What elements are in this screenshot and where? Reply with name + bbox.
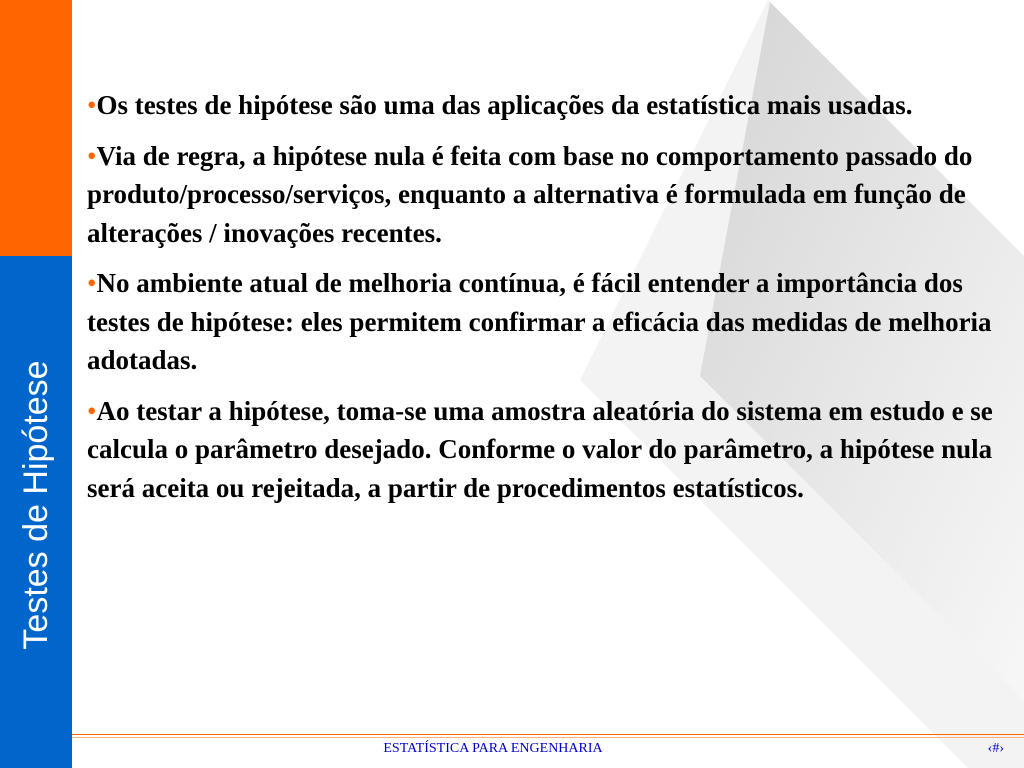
sidebar-orange-block xyxy=(0,0,72,256)
bullet-item xyxy=(87,137,999,253)
bullet-text: Ao testar a hipótese, toma-se uma amostra aleatória do sistema em estudo e se calcula o parâmetro desejado. Conforme o valor do parâmetro, a hipótese nula será aceita ou rejeitada, a partir de procedimentos estatísticos. xyxy=(87,395,993,503)
slide-number: ‹#› xyxy=(987,741,1004,756)
footer-title: ESTATÍSTICA PARA ENGENHARIA xyxy=(383,741,603,756)
bullet-item xyxy=(87,392,999,508)
bullet-mark: • xyxy=(87,268,97,298)
sidebar-title: Testes de Hipótese xyxy=(17,360,55,650)
bullet-list xyxy=(87,86,999,519)
bullet-item xyxy=(87,86,999,125)
bullet-text: Os testes de hipótese são uma das aplicações da estatística mais usadas. xyxy=(96,90,913,120)
bullet-item xyxy=(87,264,999,380)
footer-divider xyxy=(72,734,1024,735)
bullet-mark: • xyxy=(87,395,97,426)
bullet-text: Via de regra, a hipótese nula é feita com base no comportamento passado do produto/processo/serviços, enquanto a alternativa é formulada em função de alterações / inovações recentes. xyxy=(87,140,973,248)
bullet-mark: • xyxy=(87,140,97,171)
bullet-mark: • xyxy=(87,90,97,120)
bullet-text: No ambiente atual de melhoria contínua, é fácil entender a importância dos testes de hipótese: eles permitem confirmar a eficácia das medidas de melhoria adotadas. xyxy=(87,268,992,375)
footer-divider-secondary xyxy=(72,737,1024,738)
